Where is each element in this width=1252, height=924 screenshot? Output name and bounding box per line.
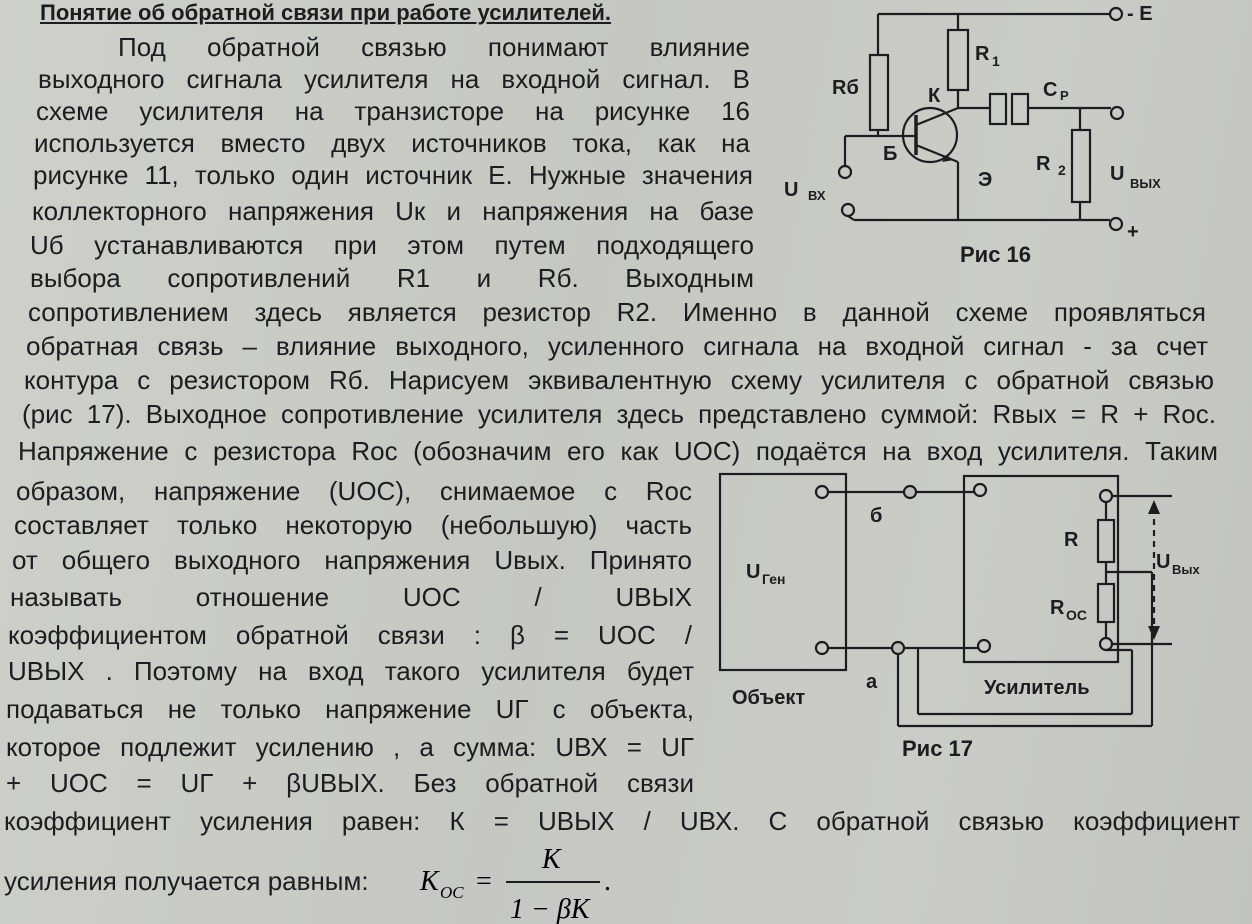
text-line-12: (рис 17). Выходное сопротивление усилителя здесь представлено суммой: Rвых = R + Rос. (22, 399, 1216, 429)
text-line-23: коэффициент усиления равен: К = UВЫХ / UВХ. С обратной связью коэффициент (4, 806, 1240, 836)
text-line-22: + UОС = UГ + βUВЫХ. Без обратной связи (6, 768, 694, 798)
svg-text:ВЫХ: ВЫХ (1130, 176, 1161, 191)
formula-koc (418, 846, 628, 924)
text-line-16: от общего выходного напряжения Uвых. Принято (12, 545, 692, 575)
formula-numerator: K (542, 846, 561, 875)
label-r2: R (1036, 153, 1051, 175)
svg-text:Ген: Ген (762, 571, 786, 587)
label-a-node: а (866, 671, 878, 693)
label-roc: R (1050, 597, 1065, 619)
page-title: Понятие об обратной связи при работе усилителей. (40, 0, 612, 25)
text-line-19: UВЫХ . Поэтому на вход такого усилителя будет (8, 656, 694, 686)
label-minus-e: - E (1127, 3, 1153, 25)
text-line-3: схеме усилителя на транзисторе на рисунке 16 (36, 96, 750, 126)
text-line-9: сопротивлением здесь является резистор R2. Именно в данной схеме проявляться (28, 297, 1206, 327)
label-b: Б (883, 143, 898, 165)
svg-text:2: 2 (1058, 162, 1066, 178)
label-e: Э (978, 169, 993, 191)
svg-text:1: 1 (992, 53, 1000, 69)
figure-16-circuit (770, 0, 1190, 255)
svg-text:Р: Р (1060, 88, 1069, 103)
label-cp: C (1043, 79, 1058, 101)
label-ugen: U (746, 561, 761, 583)
label-rb: Rб (832, 77, 859, 99)
text-line-20: подаваться не только напряжение UГ с объекта, (6, 694, 694, 724)
formula-lhs-sub: OC (440, 883, 464, 902)
text-line-1: Под обратной связью понимают влияние (118, 32, 750, 62)
text-line-6: коллекторного напряжения Uк и напряжения на базе (32, 196, 754, 226)
label-amplifier: Усилитель (984, 677, 1090, 699)
label-uvyx: U (1110, 163, 1125, 185)
text-line-5: рисунке 11, только один источник Е. Нужные значения (33, 160, 753, 190)
text-line-21: которое подлежит усилению , а сумма: UВХ = UГ (6, 732, 694, 762)
figure-16-caption: Рис 16 (960, 242, 1032, 267)
label-uvyx-17: U (1156, 551, 1171, 573)
text-line-2: выходного сигнала усилителя на входной сигнал. В (38, 64, 750, 94)
text-line-7: Uб устанавливаются при этом путем подходящего (30, 230, 754, 260)
label-uvx: U (784, 179, 799, 201)
formula-tail: . (604, 866, 611, 897)
svg-text:ОС: ОС (1066, 607, 1087, 623)
text-line-14: образом, напряжение (UОС), снимаемое с Rос (16, 476, 692, 506)
svg-text:Вых: Вых (1172, 562, 1200, 577)
figure-17-caption: Рис 17 (902, 736, 974, 761)
text-line-24: усиления получается равным: (4, 866, 369, 896)
text-line-17: называть отношение UОС / UВЫХ (10, 582, 692, 612)
label-plus: + (1127, 221, 1139, 243)
text-line-11: контура с резистором Rб. Нарисуем эквивалентную схему усилителя с обратной связью (24, 365, 1214, 395)
figure-17-diagram (712, 468, 1202, 738)
formula-lhs: K (420, 866, 439, 897)
formula-denominator: 1 − βK (510, 894, 590, 924)
label-r: R (1064, 529, 1079, 551)
text-line-18: коэффициентом обратной связи : β = UОС / (8, 620, 692, 650)
text-line-10: обратная связь – влияние выходного, усиленного сигнала на входной сигнал - за счет (26, 331, 1208, 361)
label-b-node: б (870, 505, 883, 527)
label-k: К (928, 85, 941, 107)
text-line-4: используется вместо двух источников тока, как на (34, 128, 750, 158)
svg-text:ВХ: ВХ (808, 188, 826, 203)
label-r1: R (975, 43, 990, 65)
text-line-15: составляет только некоторую (небольшую) часть (14, 510, 692, 540)
text-line-8: выбора сопротивлений R1 и Rб. Выходным (30, 263, 754, 293)
label-object: Объект (732, 687, 806, 709)
text-line-13: Напряжение с резистора Rос (обозначим его как UОС) подаётся на вход усилителя. Таким (18, 436, 1218, 466)
svg-text:=: = (476, 866, 492, 897)
